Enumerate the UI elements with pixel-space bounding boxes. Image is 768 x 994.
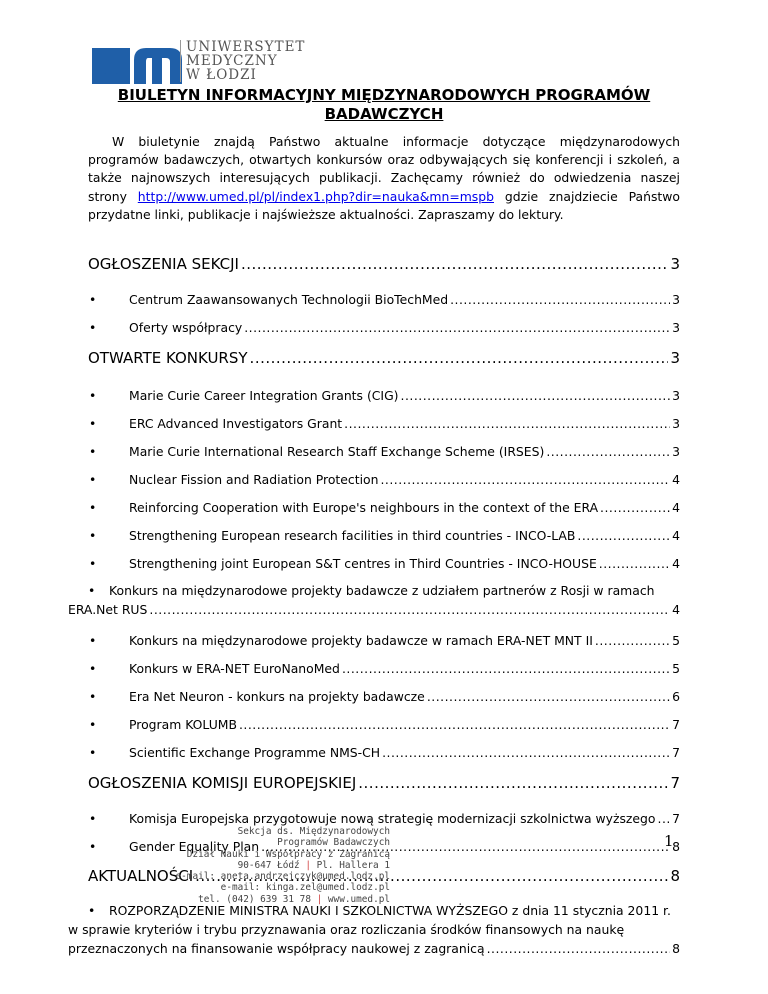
toc-item[interactable]: • Program KOLUMB ..... 7 — [88, 717, 680, 732]
toc-section-otwarte-konkursy[interactable]: OTWARTE KONKURSY ..... 3 — [88, 349, 680, 367]
bullet-icon: • — [89, 528, 97, 543]
bullet-icon: • — [89, 633, 97, 648]
toc-section-aktualnosci[interactable]: AKTUALNOŚCI ..... 8 — [88, 867, 680, 885]
bullet-icon: • — [88, 583, 96, 598]
footer-separator: | — [305, 859, 311, 871]
toc-item[interactable]: • Gender Equality Plan ..... 8 — [88, 839, 680, 854]
footer-email-2: e-mail: kinga.zel@umed.lodz.pl — [220, 882, 390, 894]
logo-line-2: MEDYCZNY — [186, 53, 278, 69]
bullet-icon: • — [89, 444, 97, 459]
footer-contact-block — [120, 826, 390, 905]
toc-item[interactable]: • Centrum Zaawansowanych Technologii BioTechMed ..... 3 — [88, 292, 680, 307]
bullet-icon: • — [89, 745, 97, 760]
toc-item[interactable]: • Marie Curie International Research Staff Exchange Scheme (IRSES) ..... 3 — [88, 444, 680, 459]
intro-text-after: gdzie znajdziecie Państwo przydatne linki, publikacje i najświeższe aktualności. Zapraszamy do lektury. — [88, 188, 680, 222]
toc-item[interactable]: • Scientific Exchange Programme NMS-CH ..... 7 — [88, 745, 680, 760]
footer-line: 90-647 Łódź | Pl. Hallera 1 — [237, 859, 390, 871]
footer-line: Programów Badawczych — [277, 837, 390, 849]
toc-section-ogloszenia-komisji[interactable]: OGŁOSZENIA KOMISJI EUROPEJSKIEJ ..... 7 — [88, 774, 680, 792]
bulletin-title — [100, 86, 668, 124]
toc-item[interactable]: • Marie Curie Career Integration Grants (CIG) ..... 3 — [88, 388, 680, 403]
bullet-icon: • — [89, 661, 97, 676]
section-website-link[interactable]: http://www.umed.pl/pl/index1.php?dir=nauka&mn=mspb — [137, 188, 494, 204]
logo-divider — [180, 40, 181, 82]
intro-text-before: W biuletynie znajdą Państwo aktualne informacje dotyczące międzynarodowych programów badawczych, otwartych konkursów oraz odbywających się konferencji i szkoleń, a także najnowszych interesujących publikacji. Zachęcamy również do odwiedzenia naszej strony — [88, 134, 680, 204]
bullet-icon: • — [89, 689, 97, 704]
toc-item[interactable]: • Reinforcing Cooperation with Europe's neighbours in the context of the ERA ..... 4 — [88, 500, 680, 515]
toc-item[interactable]: • ERC Advanced Investigators Grant ..... 3 — [88, 416, 680, 431]
footer-line: tel. (042) 639 31 78 | www.umed.pl — [198, 893, 390, 905]
toc-item[interactable]: • Era Net Neuron - konkurs na projekty badawcze ..... 6 — [88, 689, 680, 704]
footer-separator: | — [316, 893, 323, 905]
toc-item[interactable]: • Strengthening European research facilities in third countries - INCO-LAB ..... 4 — [88, 528, 680, 543]
toc-item[interactable]: • Strengthening joint European S&T centres in Third Countries - INCO-HOUSE ..... 4 — [88, 556, 680, 571]
logo-wordmark — [186, 40, 305, 82]
bullet-icon: • — [89, 811, 97, 826]
bullet-icon: • — [89, 500, 97, 515]
bullet-icon: • — [88, 903, 96, 918]
title-line-2: BADAWCZYCH — [324, 105, 444, 123]
toc-item-multiline[interactable]: • ROZPORZĄDZENIE MINISTRA NAUKI I SZKOLNICTWA WYŻSZEGO z dnia 11 stycznia 2011 r. w sprawie kryteriów i trybu przyznawania oraz rozliczania środków finansowych na naukę przeznaczonych na finansowanie współpracy naukowej z zagranicą ..... 8 — [88, 901, 680, 958]
bullet-icon: • — [89, 320, 97, 335]
toc-item-multiline[interactable]: • Konkurs na międzynarodowe projekty badawcze z udziałem partnerów z Rosji w ramach ERA.Net RUS ..... 4 — [88, 581, 680, 619]
bullet-icon: • — [89, 556, 97, 571]
footer-line: Dział Nauki i Współpracy z Zagranicą — [186, 848, 390, 860]
footer-email-1: e-mail: aneta.andrzejczyk@umed.lodz.pl — [175, 871, 390, 883]
footer-line: Sekcja ds. Międzynarodowych — [237, 826, 390, 837]
logo-line-3: W ŁODZI — [186, 67, 257, 83]
bullet-icon: • — [89, 292, 97, 307]
toc-item[interactable]: • Oferty współpracy ..... 3 — [88, 320, 680, 335]
toc-item[interactable]: • Nuclear Fission and Radiation Protection ..... 4 — [88, 472, 680, 487]
bullet-icon: • — [89, 416, 97, 431]
bullet-icon: • — [89, 839, 97, 854]
toc-item[interactable]: • Konkurs na międzynarodowe projekty badawcze w ramach ERA-NET MNT II ..... 5 — [88, 633, 680, 648]
toc-item[interactable]: • Komisja Europejska przygotowuje nową strategię modernizacji szkolnictwa wyższego ..... 7 — [88, 811, 680, 826]
toc-item[interactable]: • Konkurs w ERA-NET EuroNanoMed ..... 5 — [88, 661, 680, 676]
bullet-icon: • — [89, 717, 97, 732]
logo-line-1: UNIWERSYTET — [186, 39, 306, 55]
title-line-1: BIULETYN INFORMACYJNY MIĘDZYNARODOWYCH PROGRAMÓW — [117, 86, 651, 104]
bullet-icon: • — [89, 388, 97, 403]
toc-section-ogloszenia-sekcji[interactable]: OGŁOSZENIA SEKCJI ..... 3 — [88, 255, 680, 273]
page-number: 1 — [664, 832, 674, 850]
intro-paragraph — [88, 133, 680, 224]
bullet-icon: • — [89, 472, 97, 487]
